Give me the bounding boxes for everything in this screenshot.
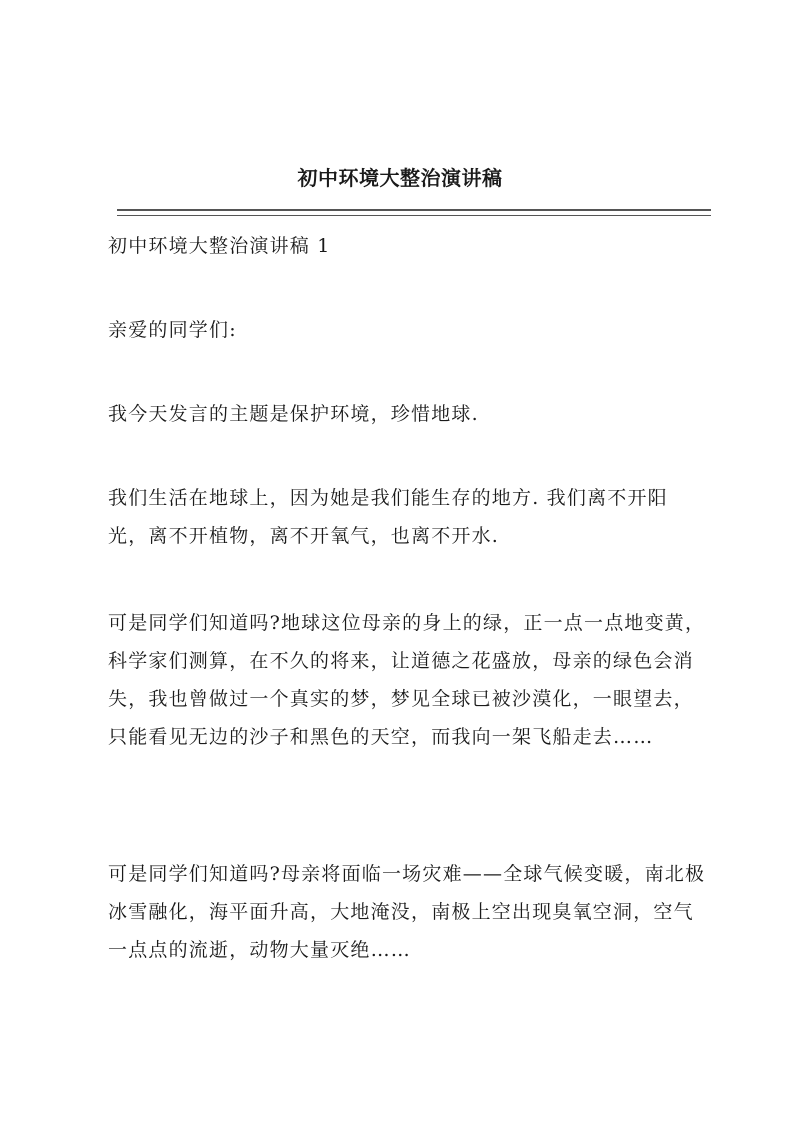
- paragraph-earth: 我们生活在地球上，因为她是我们能生存的地方. 我们离不开阳光，离不开植物，离不开氧气，也离不开水.: [108, 487, 668, 547]
- document-title: 初中环境大整治演讲稿: [297, 166, 503, 190]
- section-heading: 初中环境大整治演讲稿 1: [108, 235, 331, 257]
- paragraph-green: 可是同学们知道吗?地球这位母亲的身上的绿，正一点一点地变黄，科学家们测算，在不久的将来，让道德之花盛放，母亲的绿色会消失，我也曾做过一个真实的梦，梦见全球已被沙漠化，一眼望去，只能看见无边的沙子和黑色的天空，而我向一架飞船走去……: [108, 612, 706, 748]
- paragraph-topic: 我今天发言的主题是保护环境，珍惜地球.: [108, 403, 479, 425]
- title-divider: [117, 209, 711, 216]
- paragraph-greeting: 亲爱的同学们:: [108, 319, 237, 341]
- paragraph-disaster: 可是同学们知道吗?母亲将面临一场灾难——全球气候变暖，南北极冰雪融化，海平面升高，大地淹没，南极上空出现臭氧空洞，空气一点点的流逝，动物大量灭绝……: [108, 863, 706, 961]
